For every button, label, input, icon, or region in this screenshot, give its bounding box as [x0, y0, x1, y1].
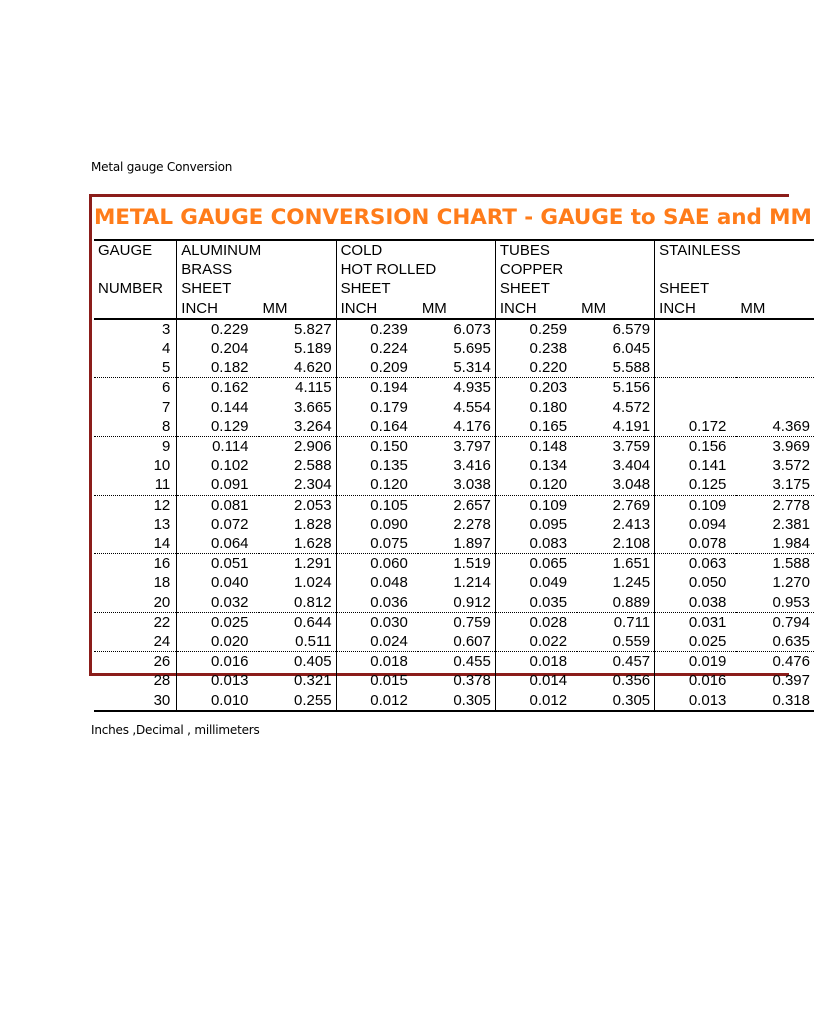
- aluminum-inch-cell: 0.144: [177, 398, 259, 417]
- tubes-mm-cell: 3.404: [612, 457, 651, 475]
- tubes-inch-cell: 0.012: [495, 691, 577, 711]
- header-gauge-cell: [94, 299, 177, 319]
- stainless-mm-cell: 2.778: [772, 496, 810, 514]
- tubes-inch-cell: 0.134: [495, 456, 577, 475]
- gauge-number-cell: 14: [94, 534, 177, 554]
- gauge-number-cell: 12: [153, 496, 171, 514]
- page-caption-bottom: Inches ,Decimal , millimeters: [91, 723, 260, 737]
- aluminum-inch-cell: 0.013: [177, 671, 259, 690]
- cold-mm-cell: 4.176: [418, 417, 496, 437]
- tubes-mm-cell: 1.651: [612, 555, 651, 573]
- table-row: [94, 475, 814, 495]
- chart-title: METAL GAUGE CONVERSION CHART - GAUGE to SAE and MM: [94, 205, 812, 230]
- gauge-number-cell: 9: [161, 438, 171, 456]
- table-row: [94, 534, 814, 554]
- aluminum-inch-cell: 0.182: [177, 358, 259, 378]
- tubes-mm-cell: 2.108: [577, 534, 655, 554]
- header-stainless-mm: MM: [736, 299, 814, 319]
- gauge-number-cell: 24: [94, 632, 177, 652]
- tubes-inch-cell: 0.049: [495, 573, 577, 592]
- stainless-inch-cell: 0.019: [655, 652, 737, 672]
- cold-mm-cell: 1.519: [453, 555, 491, 573]
- cold-mm-cell: 0.455: [453, 653, 491, 671]
- header-tubes-cell: TUBES: [495, 240, 654, 260]
- cold-inch-cell: 0.239: [336, 319, 418, 339]
- table-row: [94, 339, 814, 358]
- tubes-mm-cell: 5.588: [577, 358, 655, 378]
- tubes-inch-cell: 0.018: [495, 652, 577, 672]
- gauge-number-cell: 26: [153, 653, 171, 671]
- aluminum-mm-cell: 3.264: [259, 417, 337, 437]
- aluminum-inch-cell: 0.016: [177, 652, 259, 672]
- stainless-mm-cell: [736, 358, 814, 378]
- tubes-mm-cell: 6.045: [612, 340, 651, 358]
- stainless-inch-cell: 0.094: [655, 515, 737, 534]
- aluminum-mm-cell: 0.644: [294, 613, 332, 631]
- aluminum-inch-cell: 0.064: [177, 534, 259, 554]
- tubes-mm-cell: 4.191: [577, 417, 655, 437]
- cold-mm-cell: 3.797: [453, 438, 491, 456]
- cold-inch-cell: 0.060: [336, 554, 418, 574]
- header-aluminum-cell: BRASS: [177, 260, 336, 279]
- cold-mm-cell: 3.038: [418, 475, 496, 495]
- tubes-mm-cell: 1.245: [612, 574, 651, 592]
- stainless-inch-cell: 0.172: [655, 417, 737, 437]
- table-row: [94, 593, 814, 613]
- gauge-number-cell: 22: [153, 613, 171, 631]
- cold-mm-cell: 0.759: [453, 613, 491, 631]
- tubes-mm-cell: 0.559: [577, 632, 655, 652]
- header-aluminum-cell: SHEET: [177, 279, 336, 298]
- aluminum-mm-cell: 4.620: [259, 358, 337, 378]
- table-row: [94, 691, 814, 711]
- cold-mm-cell: 3.416: [453, 457, 491, 475]
- cold-mm-cell: 1.897: [418, 534, 496, 554]
- gauge-number-cell: 16: [153, 555, 171, 573]
- tubes-inch-cell: 0.035: [495, 593, 577, 613]
- header-gauge-cell: [94, 260, 177, 279]
- cold-inch-cell: 0.075: [336, 534, 418, 554]
- header-cold-cell: SHEET: [336, 279, 495, 298]
- cold-mm-cell: 4.935: [453, 379, 491, 397]
- cold-inch-cell: 0.018: [336, 652, 418, 672]
- aluminum-mm-cell: 2.053: [294, 496, 332, 514]
- aluminum-inch-cell: 0.162: [177, 378, 259, 398]
- gauge-number-cell: 5: [94, 358, 177, 378]
- aluminum-mm-cell: 0.812: [259, 593, 337, 613]
- stainless-mm-cell: 4.369: [736, 417, 814, 437]
- tubes-inch-cell: 0.180: [495, 398, 577, 417]
- stainless-inch-cell: 0.025: [655, 632, 737, 652]
- header-cold-cell: HOT ROLLED: [336, 260, 495, 279]
- header-row: [94, 240, 814, 260]
- header-row: [94, 279, 814, 298]
- aluminum-mm-cell: 0.511: [259, 632, 337, 652]
- table-row: [94, 456, 814, 475]
- header-gauge-cell: NUMBER: [98, 280, 164, 298]
- gauge-number-cell: 28: [153, 672, 171, 690]
- header-aluminum-mm: MM: [259, 299, 337, 319]
- table-row: [94, 319, 814, 339]
- tubes-mm-cell: 5.156: [612, 379, 651, 397]
- cold-inch-cell: 0.209: [336, 358, 418, 378]
- stainless-inch-cell: 0.141: [655, 456, 737, 475]
- aluminum-inch-cell: 0.032: [177, 593, 259, 613]
- header-aluminum-cell: ALUMINUM: [177, 240, 336, 260]
- header-cold-mm: MM: [418, 299, 496, 319]
- gauge-number-cell: 11: [94, 475, 177, 495]
- tubes-mm-cell: 3.048: [577, 475, 655, 495]
- stainless-mm-cell: 2.381: [772, 515, 810, 533]
- stainless-mm-cell: 0.318: [736, 691, 814, 711]
- cold-mm-cell: 5.695: [453, 340, 491, 358]
- tubes-inch-cell: 0.259: [495, 319, 577, 339]
- header-tubes-cell: SHEET: [495, 279, 654, 298]
- stainless-inch-cell: [655, 358, 737, 378]
- cold-inch-cell: 0.150: [336, 437, 418, 457]
- stainless-inch-cell: 0.038: [655, 593, 737, 613]
- table-row: [94, 632, 814, 652]
- tubes-inch-cell: 0.220: [495, 358, 577, 378]
- gauge-number-cell: 10: [153, 457, 171, 475]
- aluminum-mm-cell: 2.588: [294, 457, 332, 475]
- stainless-mm-cell: [736, 398, 814, 417]
- cold-inch-cell: 0.090: [336, 515, 418, 534]
- aluminum-inch-cell: 0.010: [177, 691, 259, 711]
- table-row: [94, 554, 814, 574]
- stainless-mm-cell: [736, 378, 814, 398]
- stainless-mm-cell: 0.953: [736, 593, 814, 613]
- aluminum-mm-cell: 1.291: [294, 555, 332, 573]
- aluminum-inch-cell: 0.020: [177, 632, 259, 652]
- gauge-conversion-table: [94, 239, 814, 712]
- cold-inch-cell: 0.048: [336, 573, 418, 592]
- table-row: [94, 515, 814, 534]
- table-row: [94, 573, 814, 592]
- stainless-mm-cell: 1.984: [736, 534, 814, 554]
- tubes-inch-cell: 0.148: [495, 437, 577, 457]
- aluminum-inch-cell: 0.129: [177, 417, 259, 437]
- stainless-inch-cell: 0.109: [655, 495, 737, 515]
- aluminum-mm-cell: 5.189: [294, 340, 332, 358]
- aluminum-mm-cell: 3.665: [294, 398, 332, 416]
- header-row: [94, 260, 814, 279]
- stainless-inch-cell: 0.078: [655, 534, 737, 554]
- tubes-inch-cell: 0.022: [495, 632, 577, 652]
- tubes-mm-cell: 6.579: [612, 320, 651, 338]
- tubes-inch-cell: 0.095: [495, 515, 577, 534]
- stainless-mm-cell: 3.175: [736, 475, 814, 495]
- stainless-mm-cell: [736, 319, 814, 339]
- tubes-mm-cell: 0.711: [613, 613, 651, 631]
- gauge-number-cell: 20: [94, 593, 177, 613]
- table-row: [94, 358, 814, 378]
- stainless-inch-cell: [655, 319, 737, 339]
- cold-mm-cell: 0.378: [453, 672, 491, 690]
- tubes-mm-cell: 2.769: [612, 496, 651, 514]
- gauge-number-cell: 18: [153, 574, 171, 592]
- table-row: [94, 671, 814, 690]
- aluminum-mm-cell: 4.115: [295, 379, 332, 397]
- stainless-mm-cell: 1.270: [772, 574, 810, 592]
- cold-inch-cell: 0.164: [336, 417, 418, 437]
- header-tubes-inch: INCH: [495, 299, 577, 319]
- cold-mm-cell: 0.912: [418, 593, 496, 613]
- aluminum-inch-cell: 0.072: [177, 515, 259, 534]
- header-tubes-mm: MM: [577, 299, 655, 319]
- stainless-inch-cell: [655, 378, 737, 398]
- header-tubes-cell: COPPER: [495, 260, 654, 279]
- aluminum-inch-cell: 0.051: [177, 554, 259, 574]
- aluminum-mm-cell: 0.255: [259, 691, 337, 711]
- cold-inch-cell: 0.012: [336, 691, 418, 711]
- stainless-mm-cell: 0.397: [772, 672, 810, 690]
- table-row: [94, 652, 814, 672]
- tubes-inch-cell: 0.203: [495, 378, 577, 398]
- stainless-inch-cell: 0.125: [655, 475, 737, 495]
- tubes-inch-cell: 0.109: [495, 495, 577, 515]
- tubes-mm-cell: 0.457: [612, 653, 651, 671]
- stainless-inch-cell: 0.016: [655, 671, 737, 690]
- aluminum-mm-cell: 0.405: [294, 653, 332, 671]
- cold-mm-cell: 0.305: [418, 691, 496, 711]
- stainless-mm-cell: 3.572: [772, 457, 810, 475]
- header-aluminum-inch: INCH: [177, 299, 259, 319]
- table-row: [94, 612, 814, 632]
- cold-inch-cell: 0.194: [336, 378, 418, 398]
- cold-mm-cell: 2.278: [453, 515, 491, 533]
- gauge-number-cell: 7: [161, 398, 171, 416]
- tubes-inch-cell: 0.120: [495, 475, 577, 495]
- aluminum-mm-cell: 1.628: [259, 534, 337, 554]
- gauge-number-cell: 30: [94, 691, 177, 711]
- header-cold-inch: INCH: [336, 299, 418, 319]
- page-caption-top: Metal gauge Conversion: [91, 160, 233, 174]
- stainless-inch-cell: 0.063: [655, 554, 737, 574]
- stainless-mm-cell: 0.635: [736, 632, 814, 652]
- stainless-inch-cell: 0.050: [655, 573, 737, 592]
- cold-inch-cell: 0.105: [336, 495, 418, 515]
- tubes-inch-cell: 0.083: [495, 534, 577, 554]
- aluminum-mm-cell: 5.827: [294, 320, 332, 338]
- tubes-inch-cell: 0.014: [495, 671, 577, 690]
- cold-mm-cell: 6.073: [453, 320, 491, 338]
- gauge-chart-image: [89, 194, 812, 709]
- header-stainless-cell: [655, 260, 814, 279]
- tubes-inch-cell: 0.028: [495, 612, 577, 632]
- tubes-mm-cell: 0.305: [577, 691, 655, 711]
- tubes-mm-cell: 4.572: [612, 398, 651, 416]
- header-gauge-cell: GAUGE: [94, 240, 177, 260]
- header-stainless-cell: SHEET: [655, 279, 814, 298]
- aluminum-inch-cell: 0.091: [177, 475, 259, 495]
- aluminum-inch-cell: 0.114: [177, 437, 259, 457]
- aluminum-inch-cell: 0.204: [177, 339, 259, 358]
- header-cold-cell: COLD: [336, 240, 495, 260]
- table-row: [94, 437, 814, 457]
- aluminum-mm-cell: 2.304: [259, 475, 337, 495]
- cold-inch-cell: 0.015: [336, 671, 418, 690]
- header-row: [94, 299, 814, 319]
- header-stainless-cell: STAINLESS: [655, 240, 814, 260]
- stainless-inch-cell: 0.156: [655, 437, 737, 457]
- cold-inch-cell: 0.179: [336, 398, 418, 417]
- stainless-mm-cell: 0.476: [772, 653, 810, 671]
- gauge-number-cell: 4: [161, 340, 171, 358]
- table-row: [94, 417, 814, 437]
- gauge-number-cell: 8: [94, 417, 177, 437]
- stainless-mm-cell: 1.588: [772, 555, 810, 573]
- stainless-mm-cell: [736, 339, 814, 358]
- aluminum-mm-cell: 0.321: [294, 672, 332, 690]
- gauge-number-cell: 3: [161, 320, 171, 338]
- cold-inch-cell: 0.036: [336, 593, 418, 613]
- gauge-number-cell: 6: [161, 379, 171, 397]
- stainless-inch-cell: 0.013: [655, 691, 737, 711]
- tubes-mm-cell: 0.356: [612, 672, 651, 690]
- aluminum-inch-cell: 0.040: [177, 573, 259, 592]
- aluminum-mm-cell: 2.906: [294, 438, 332, 456]
- aluminum-inch-cell: 0.102: [177, 456, 259, 475]
- aluminum-inch-cell: 0.081: [177, 495, 259, 515]
- cold-inch-cell: 0.135: [336, 456, 418, 475]
- tubes-inch-cell: 0.065: [495, 554, 577, 574]
- cold-inch-cell: 0.030: [336, 612, 418, 632]
- header-stainless-inch: INCH: [655, 299, 737, 319]
- aluminum-mm-cell: 1.828: [294, 515, 332, 533]
- cold-mm-cell: 1.214: [453, 574, 491, 592]
- tubes-mm-cell: 0.889: [577, 593, 655, 613]
- stainless-inch-cell: 0.031: [655, 612, 737, 632]
- table-row: [94, 378, 814, 398]
- cold-mm-cell: 4.554: [453, 398, 491, 416]
- cold-inch-cell: 0.120: [336, 475, 418, 495]
- tubes-inch-cell: 0.238: [495, 339, 577, 358]
- gauge-number-cell: 13: [153, 515, 171, 533]
- stainless-inch-cell: [655, 398, 737, 417]
- cold-mm-cell: 2.657: [453, 496, 491, 514]
- cold-mm-cell: 0.607: [418, 632, 496, 652]
- cold-inch-cell: 0.224: [336, 339, 418, 358]
- table-row: [94, 495, 814, 515]
- cold-mm-cell: 5.314: [418, 358, 496, 378]
- aluminum-inch-cell: 0.025: [177, 612, 259, 632]
- aluminum-mm-cell: 1.024: [294, 574, 332, 592]
- cold-inch-cell: 0.024: [336, 632, 418, 652]
- tubes-inch-cell: 0.165: [495, 417, 577, 437]
- tubes-mm-cell: 3.759: [612, 438, 651, 456]
- tubes-mm-cell: 2.413: [612, 515, 651, 533]
- table-row: [94, 398, 814, 417]
- stainless-inch-cell: [655, 339, 737, 358]
- stainless-mm-cell: 3.969: [772, 438, 810, 456]
- aluminum-inch-cell: 0.229: [177, 319, 259, 339]
- stainless-mm-cell: 0.794: [772, 613, 810, 631]
